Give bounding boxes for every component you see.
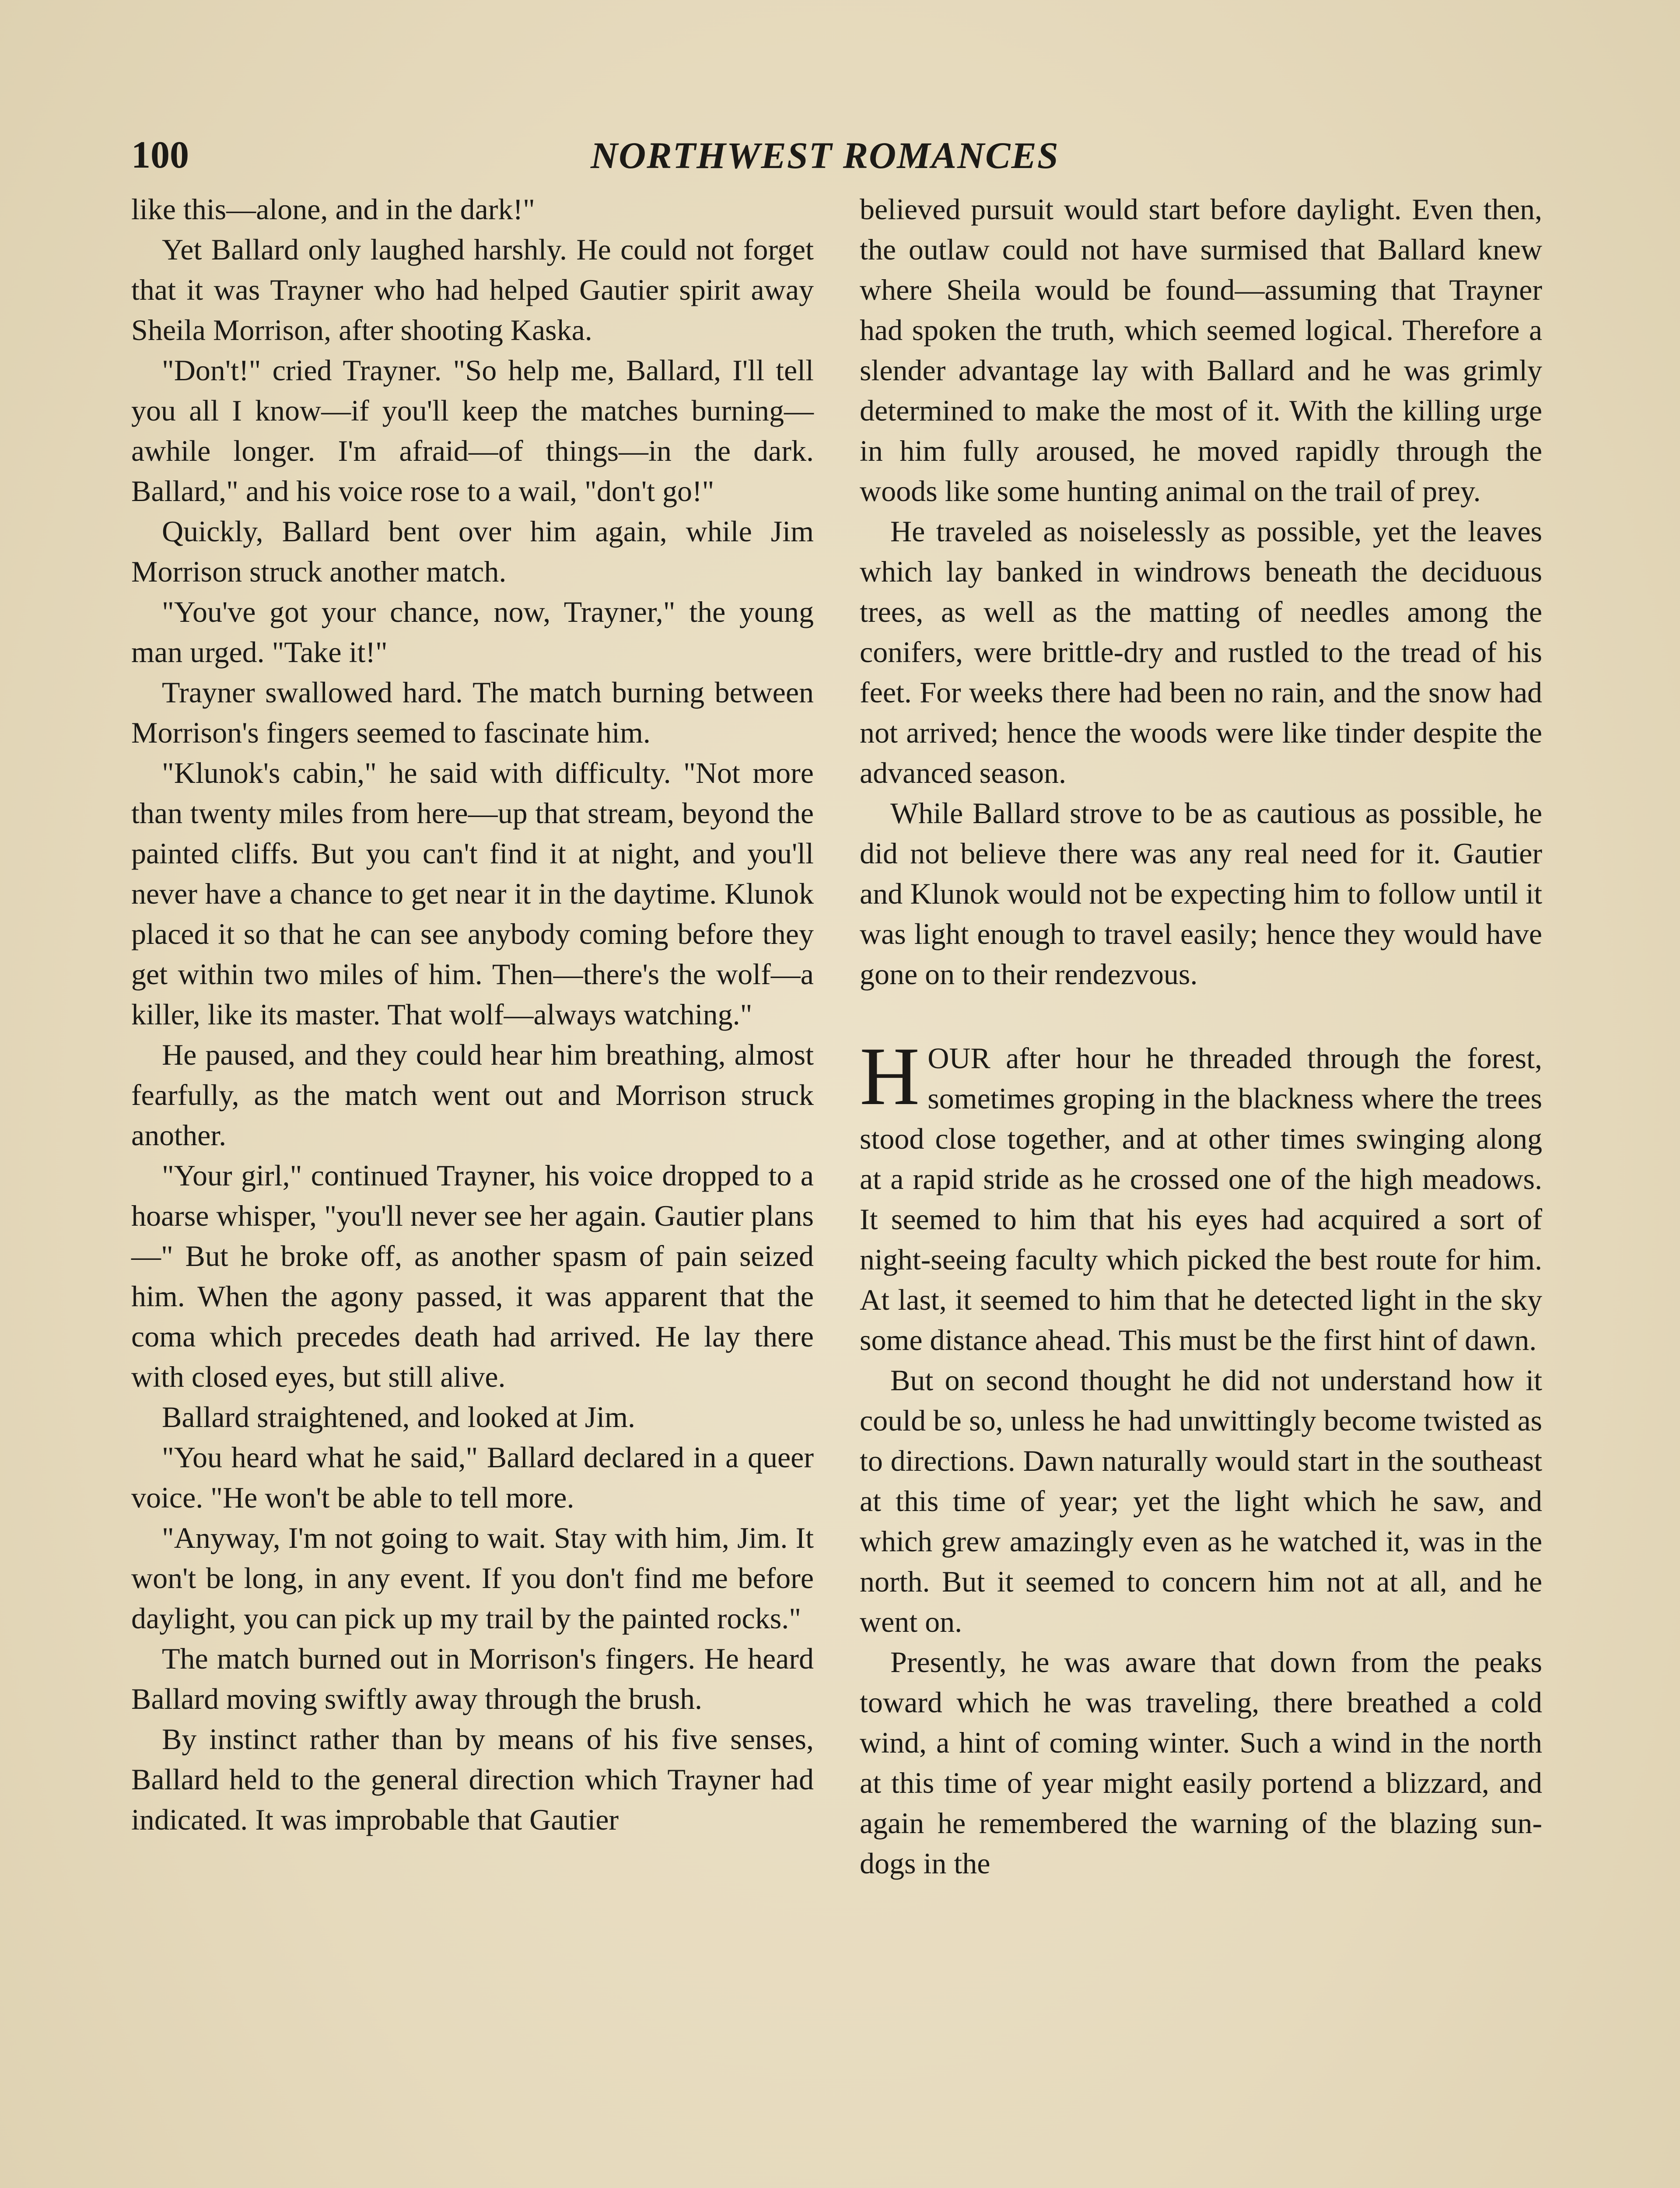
paragraph: believed pursuit would start before daylight. Even then, the outlaw could not have surmised that Ballard knew where Sheila would be found—assuming that Trayner had spoken the truth, which seemed logical. Therefore a slender advantage lay with Ballard and he was grimly determined to make the most of it. With the killing urge in him fully aroused, he moved rapidly through the woods like some hunting animal on the trail of prey. bbox=[860, 193, 1542, 508]
paragraph: Quickly, Ballard bent over him again, while Jim Morrison struck another match. bbox=[131, 515, 814, 588]
paragraph: Yet Ballard only laughed harshly. He could not forget that it was Trayner who had helped Gautier spirit away Sheila Morrison, after shooting Kaska. bbox=[131, 233, 814, 347]
section-opening-text: OUR after hour he threaded through the forest, sometimes groping in the blackness where the trees stood close together, and at other times swinging along at a rapid stride as he crossed one of the high meadows. It seemed to him that his eyes had acquired a sort of night-seeing faculty which picked the best route for him. At last, it seemed to him that he detected light in the sky some distance ahead. This must be the first hint of dawn. bbox=[860, 1041, 1542, 1357]
paragraph: Trayner swallowed hard. The match burning between Morrison's fingers seemed to fascinate him. bbox=[131, 676, 814, 749]
page-header bbox=[131, 127, 1549, 184]
paragraph: like this—alone, and in the dark!" bbox=[131, 193, 535, 226]
paragraph: "Anyway, I'm not going to wait. Stay with him, Jim. It won't be long, in any event. If you don't find me before daylight, you can pick up my trail by the painted rocks." bbox=[131, 1521, 814, 1635]
paragraph: "Your girl," continued Trayner, his voice dropped to a hoarse whisper, "you'll never see her again. Gautier plans—" But he broke off, as another spasm of pain seized him. When the agony passed, it was apparent that the coma which precedes death had arrived. He lay there with closed eyes, but still alive. bbox=[131, 1159, 814, 1393]
running-title: NORTHWEST ROMANCES bbox=[591, 134, 1059, 176]
paragraph: While Ballard strove to be as cautious as possible, he did not believe there was any real need for it. Gautier and Klunok would not be expecting him to follow until it was light enough to travel easily; hence they would have gone on to their rendezvous. bbox=[860, 796, 1542, 991]
paragraph: He traveled as noiselessly as possible, yet the leaves which lay banked in windrows beneath the deciduous trees, as well as the matting of needles among the conifers, were brittle-dry and rustled to the tread of his feet. For weeks there had been no rain, and the snow had not arrived; hence the woods were like tinder despite the advanced season. bbox=[860, 515, 1542, 789]
paragraph: "You heard what he said," Ballard declared in a queer voice. "He won't be able to tell more. bbox=[131, 1441, 814, 1514]
drop-cap: H bbox=[860, 1031, 920, 1122]
paragraph: "You've got your chance, now, Trayner," the young man urged. "Take it!" bbox=[131, 595, 814, 669]
paragraph: The match burned out in Morrison's fingers. He heard Ballard moving swiftly away through the brush. bbox=[131, 1642, 814, 1715]
section-opening-paragraph bbox=[860, 1031, 1542, 1360]
left-text-column bbox=[131, 189, 814, 2188]
paragraph: He paused, and they could hear him breathing, almost fearfully, as the match went out and Morrison struck another. bbox=[131, 1038, 814, 1152]
paragraph: But on second thought he did not understand how it could be so, unless he had unwittingly become twisted as to directions. Dawn naturally would start in the southeast at this time of year; yet the light which he saw, and which grew amazingly even as he watched it, was in the north. But it seemed to concern him not at all, and he went on. bbox=[860, 1364, 1542, 1638]
page-number: 100 bbox=[131, 134, 189, 176]
right-text-column bbox=[860, 189, 1542, 2188]
paragraph: Presently, he was aware that down from the peaks toward which he was traveling, there breathed a cold wind, a hint of coming winter. Such a wind in the north at this time of year might easily portend a blizzard, and again he remembered the warning of the blazing sun-dogs in the bbox=[860, 1645, 1542, 1880]
paragraph: "Klunok's cabin," he said with difficulty. "Not more than twenty miles from here—up that stream, beyond the painted cliffs. But you can't find it at night, and you'll never have a chance to get near it in the daytime. Klunok placed it so that he can see anybody coming before they get within two miles of him. Then—there's the wolf—a killer, like its master. That wolf—always watching." bbox=[131, 756, 814, 1031]
paragraph: "Don't!" cried Trayner. "So help me, Ballard, I'll tell you all I know—if you'll keep the matches burning—awhile longer. I'm afraid—of things—in the dark. Ballard," and his voice rose to a wail, "don't go!" bbox=[131, 354, 814, 508]
paragraph: By instinct rather than by means of his five senses, Ballard held to the general direction which Trayner had indicated. It was improbable that Gautier bbox=[131, 1722, 814, 1836]
paragraph: Ballard straightened, and looked at Jim. bbox=[162, 1400, 636, 1434]
